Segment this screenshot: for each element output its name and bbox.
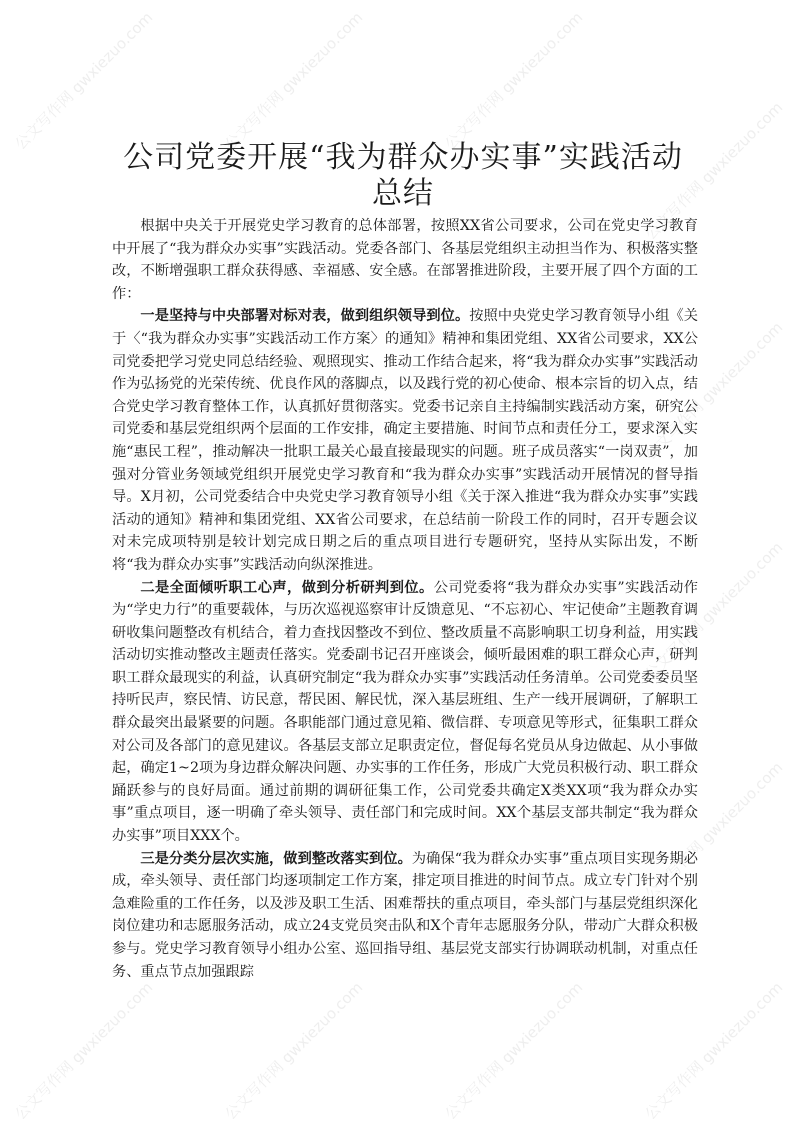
watermark: 公文写作网 gwxiezuo.com: [11, 8, 157, 154]
paragraph-text: 根据中央关于开展党史学习教育的总体部署，按照XX省公司要求，公司在党史学习教育中开展了“我为群众办实事”实践活动。党委各部门、各基层党组织主动担当作为、积极落实整改，不断增强职工群众获得感、幸福感、安全感。在部署推进阶段，主要开展了四个方面的工作：: [112, 218, 698, 302]
paragraph: [112, 848, 698, 984]
watermark: 公文写作网 gwxiezuo.com: [641, 758, 787, 904]
paragraph-text: 为确保“我为群众办实事”重点项目实现务期必成，牵头领导、责任部门均逐项制定工作方案，排定项目推进的时间节点。成立专门针对个别急难险重的工作任务，以及涉及职工生活、困难帮扶的重点项目，牵头部门与基层党组织深化岗位建功和志愿服务活动，成立24支党员突击队和X个青年志愿服务分队，带动广大群众积极参与。党史学习教育领导小组办公室、巡回指导组、基层党支部实行协调联动机制，对重点任务、重点节点加强跟踪: [112, 850, 698, 980]
watermark: 公文写作网 gwxiezuo.com: [441, 8, 587, 154]
paragraph-lead: 三是分类分层次实施，做到整改落实到位。: [140, 850, 412, 867]
watermark: 公文写作网 gwxiezuo.com: [11, 978, 157, 1124]
watermark: 公文写作网 gwxiezuo.com: [641, 318, 787, 464]
paragraph-text: 按照中央党史学习教育领导小组《关于〈“我为群众办实事”实践活动工作方案〉的通知》精神和集团党组、XX省公司要求，XX公司党委把学习党史同总结经验、观照现实、推动工作结合起来，将“我为群众办实事”实践活动作为弘扬党的光荣传统、优良作风的落脚点，以及践行党的初心使命、根本宗旨的切入点，结合党史学习教育整体工作，认真抓好贯彻落实。党委书记亲自主持编制实践活动方案，研究公司党委和基层党组织两个层面的工作安排，确定主要措施、时间节点和责任分工，要求深入实施“惠民工程”，推动解决一批职工最关心最直接最现实的问题。班子成员落实“一岗双责”，加强对分管业务领域党组织开展党史学习教育和“我为群众办实事”实践活动开展情况的督导指导。X月初，公司党委结合中央党史学习教育领导小组《关于深入推进“我为群众办实事”实践活动的通知》精神和集团党组、XX省公司要求，在总结前一阶段工作的同时，召开专题会议对未完成项特别是较计划完成日期之后的重点项目进行专题研究，坚持从实际出发，不断将“我为群众办实事”实践活动向纵深推进。: [112, 308, 698, 573]
paragraph: [112, 577, 698, 848]
watermark: 公文写作网 gwxiezuo.com: [221, 8, 367, 154]
watermark: 公文写作网 gwxiezuo.com: [641, 98, 787, 244]
watermark: 公文写作网 gwxiezuo.com: [641, 538, 787, 684]
watermark: 公文写作网 gwxiezuo.com: [641, 978, 787, 1124]
document-title: 公司党委开展“我为群众办实事”实践活动总结: [123, 140, 683, 211]
watermark: 公文写作网 gwxiezuo.com: [441, 978, 587, 1124]
document-body: [112, 215, 698, 983]
paragraph: [112, 215, 698, 305]
paragraph-lead: 一是坚持与中央部署对标对表，做到组织领导到位。: [140, 308, 470, 325]
paragraph-lead: 二是全面倾听职工心声，做到分析研判到位。: [140, 579, 434, 596]
watermark: 公文写作网 gwxiezuo.com: [221, 978, 367, 1124]
paragraph: [112, 305, 698, 576]
paragraph-text: 公司党委将“我为群众办实事”实践活动作为“学史力行”的重要载体，与历次巡视巡察审计反馈意见、“不忘初心、牢记使命”主题教育调研收集问题整改有机结合，着力查找因整改不到位、整改质量不高影响职工切身利益，用实践活动切实推动整改主题责任落实。党委副书记召开座谈会，倾听最困难的职工群众心声，研判职工群众最现实的利益，认真研究制定“我为群众办实事”实践活动任务清单。公司党委委员坚持听民声，察民情、访民意，帮民困、解民忧，深入基层班组、生产一线开展调研，了解职工群众最突出最紧要的问题。各职能部门通过意见箱、微信群、专项意见等形式，征集职工群众对公司及各部门的意见建议。各基层支部立足职责定位，督促每名党员从身边做起、从小事做起，确定1~2项为身边群众解决问题、办实事的工作任务，形成广大党员积极行动、职工群众踊跃参与的良好局面。通过前期的调研征集工作，公司党委共确定X类XX项“我为群众办实事”重点项目，逐一明确了牵头领导、责任部门和完成时间。XX个基层支部共制定“我为群众办实事”项目XXX个。: [112, 579, 698, 845]
